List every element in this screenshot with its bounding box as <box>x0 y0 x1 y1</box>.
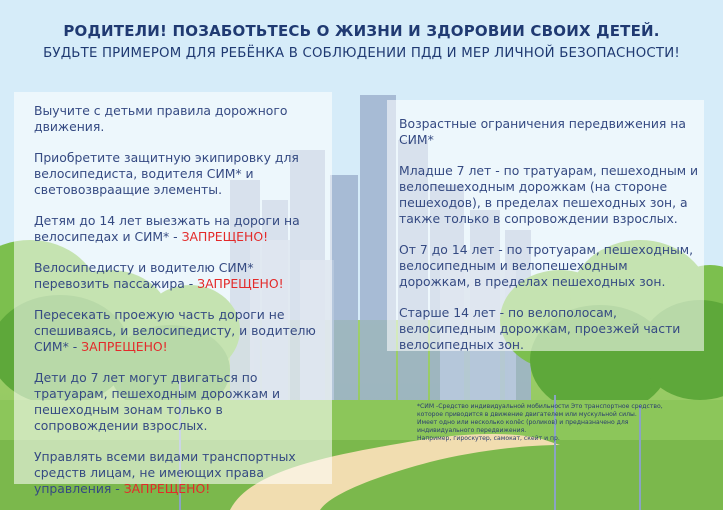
rule-text: Управлять всеми видами транспортных средств лицам, не имеющих права управления - <box>34 449 296 496</box>
prohibited-label: ЗАПРЕЩЕНО! <box>197 276 284 291</box>
left-rules-list <box>34 103 326 510</box>
footnote-line: Например, гироскутер, самокат, скейт и пр. <box>417 435 560 442</box>
footnote-line: которое приводится в движение двигателем или мускульной силы. <box>417 411 637 418</box>
rule-under-7: Дети до 7 лет могут двигаться по тратуарам, пешеходным дорожкам и пешеходным зонам только в сопровождении взрослых. <box>34 370 281 433</box>
page-subtitle: БУДЬТЕ ПРИМЕРОМ ДЛЯ РЕБЁНКА В СОБЛЮДЕНИИ ПДД И МЕР ЛИЧНОЙ БЕЗОПАСНОСТИ! <box>43 46 680 61</box>
sim-footnote <box>417 403 717 443</box>
prohibited-label: ЗАПРЕЩЕНО! <box>81 339 168 354</box>
rule-no-license <box>34 449 326 497</box>
rule-passengers <box>34 260 326 292</box>
footnote-line: Имеет одно или несколько колёс (роликов) и предназначено для <box>417 419 629 426</box>
prohibited-label: ЗАПРЕЩЕНО! <box>123 481 211 496</box>
rule-crossing <box>34 307 326 355</box>
rule-text: Пересекать проежую часть дороги не спешиваясь, и велосипедисту, и водителю СИМ* - <box>34 307 316 354</box>
rule-learn-traffic: Выучите с детьми правила дорожного движения. <box>34 103 288 134</box>
age-over-14: Старше 14 лет - по велополосам, велосипедным дорожкам, проезжей части велосипедных зон. <box>399 305 681 352</box>
age-under-7: Младше 7 лет - по тратуарам, пешеходным и велопешеходным дорожкам (на стороне пешеходов), в пределах пешеходных зон, а также только в сопровождении взрослых. <box>399 163 699 226</box>
rule-protective-gear: Приобретите защитную экипировку для велосипедиста, водителя СИМ* и световозвраащие элементы. <box>34 150 299 197</box>
age-limits-heading: Возрастные ограничения передвижения на СИМ* <box>399 116 686 147</box>
age-7-to-14: От 7 до 14 лет - по тротуарам, пешеходным, велосипедным и велопешеходным дорожкам, в пределах пешеходных зон. <box>399 242 694 289</box>
right-age-limits <box>399 116 699 368</box>
rule-text: Велосипедисту и водителю СИМ* перевозить пассажира - <box>34 260 254 291</box>
footnote-line: индивидуального передвижения. <box>417 427 527 434</box>
page-title: РОДИТЕЛИ! ПОЗАБОТЬТЕСЬ О ЖИЗНИ И ЗДОРОВИИ СВОИХ ДЕТЕЙ. <box>63 22 660 40</box>
footnote-line: *СИМ -Средство индивидуальной мобильности Это транспортное средство, <box>417 403 663 410</box>
prohibited-label: ЗАПРЕЩЕНО! <box>181 229 269 244</box>
rule-under-14 <box>34 213 326 245</box>
rule-text: Детям до 14 лет выезжать на дороги на велосипедах и СИМ* - <box>34 213 300 244</box>
